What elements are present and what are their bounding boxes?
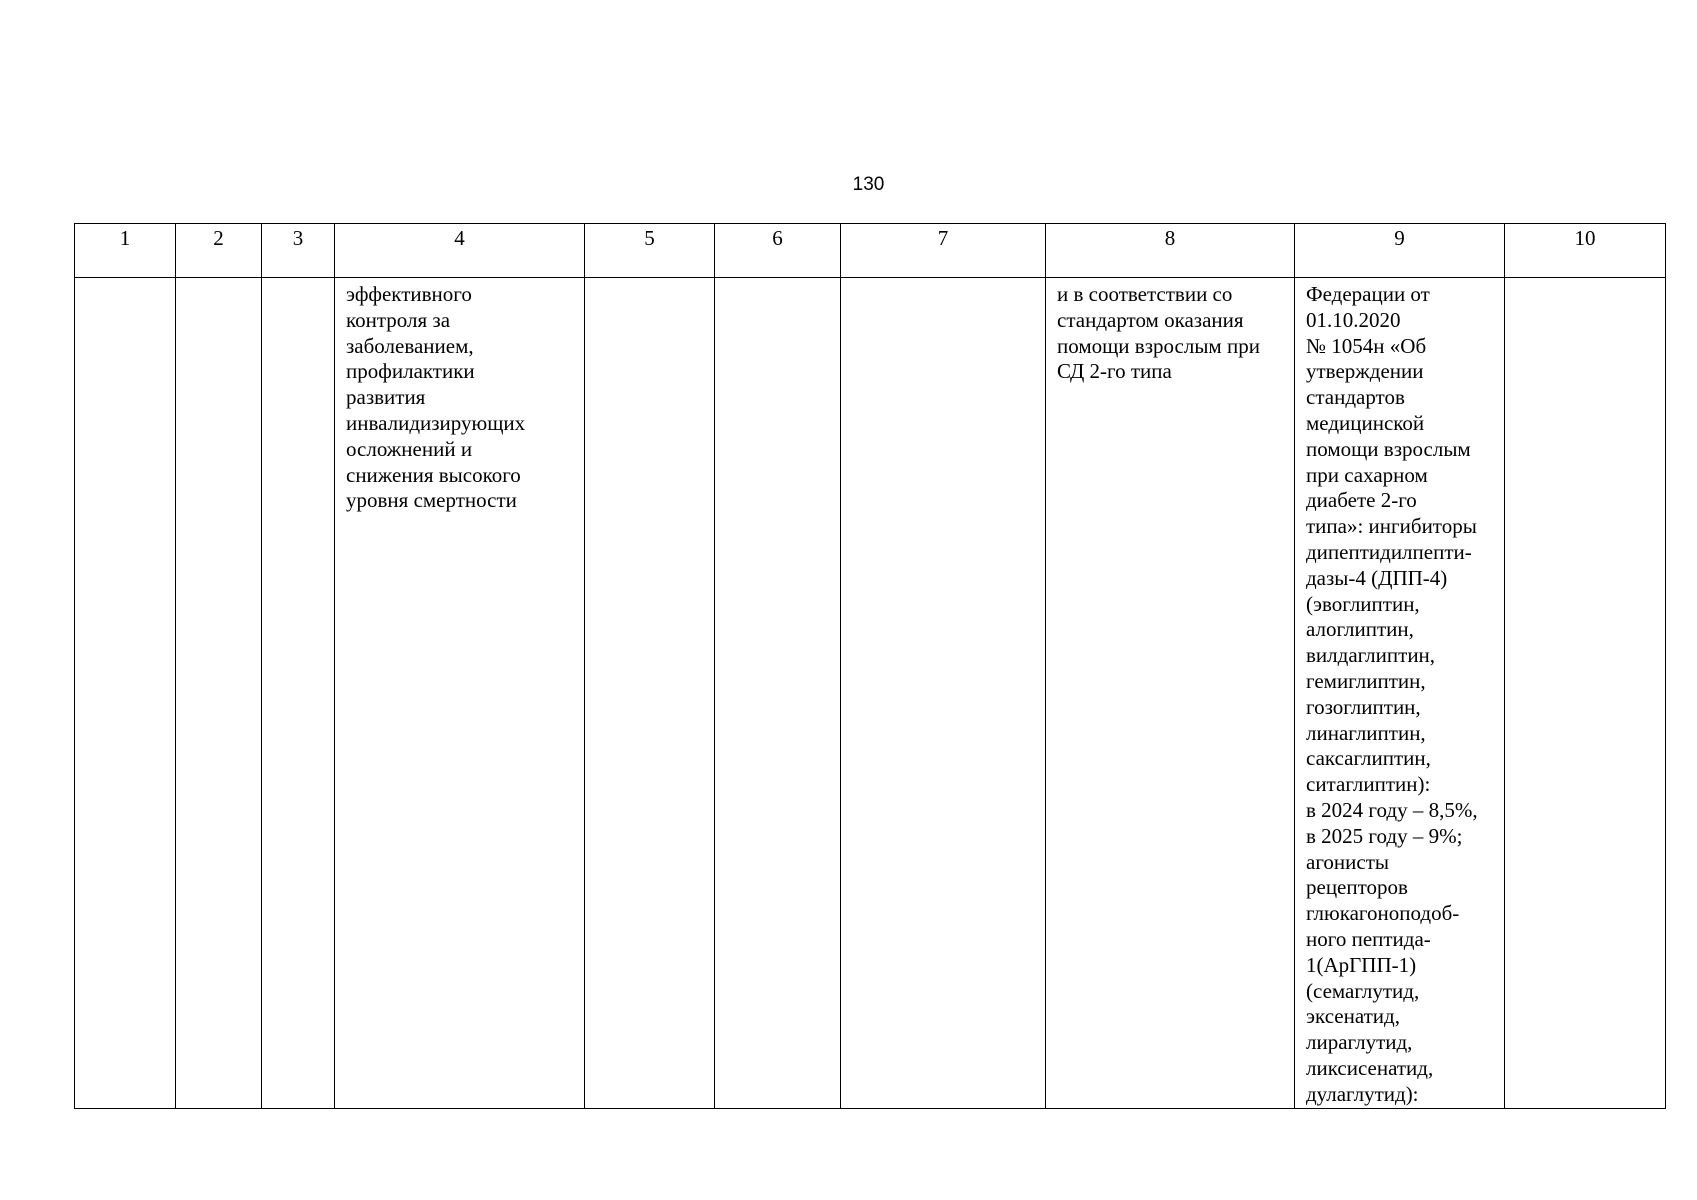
- column-header-7: 7: [841, 224, 1046, 278]
- cell-text-col7: [841, 278, 1045, 282]
- column-header-9: 9: [1295, 224, 1505, 278]
- table-row: [75, 278, 1666, 1109]
- cell-text-col2: [176, 278, 261, 282]
- cell-text-col5: [585, 278, 714, 282]
- page-number: 130: [852, 174, 885, 195]
- cell-text-col8: и в соответствии со стандартом оказания помощи взрослым при СД 2-го типа: [1057, 282, 1260, 384]
- cell-text-col10: [1505, 278, 1665, 282]
- cell-text-col9: Федерации от 01.10.2020 № 1054н «Об утверждении стандартов медицинской помощи взрослым при сахарном диабете 2-го типа»: ингибиторы дипептидилпепти- дазы-4 (ДПП-4) (эвоглиптин, алоглиптин, вилдаглиптин, гемиглиптин, гозоглиптин, линаглиптин, саксаглиптин, ситаглиптин): в 2024 году – 8,5%, в 2025 году – 9%; агонисты рецепторов глюкагоноподоб- ного пептида- 1(АрГПП-1) (семаглутид, эксенатид, лираглутид, ликсисенатид, дулаглутид):: [1306, 282, 1478, 1106]
- table-cell-col10: [1505, 278, 1666, 1109]
- table-cell-col4: [335, 278, 585, 1109]
- column-header-5: 5: [585, 224, 715, 278]
- column-header-6: 6: [715, 224, 841, 278]
- table-cell-col1: [75, 278, 176, 1109]
- table-cell-col7: [841, 278, 1046, 1109]
- cell-text-col4: эффективного контроля за заболеванием, профилактики развития инвалидизирующих осложнений и снижения высокого уровня смертности: [346, 282, 526, 513]
- column-header-10: 10: [1505, 224, 1666, 278]
- table-cell-col9: [1295, 278, 1505, 1109]
- cell-text-col1: [75, 278, 175, 282]
- table-cell-col6: [715, 278, 841, 1109]
- column-header-4: 4: [335, 224, 585, 278]
- column-header-1: 1: [75, 224, 176, 278]
- table-header-row: [75, 224, 1666, 278]
- table-cell-col2: [176, 278, 262, 1109]
- column-header-3: 3: [262, 224, 335, 278]
- column-header-2: 2: [176, 224, 262, 278]
- table-cell-col3: [262, 278, 335, 1109]
- cell-text-col6: [715, 278, 840, 282]
- cell-text-col3: [262, 278, 334, 282]
- column-header-8: 8: [1046, 224, 1295, 278]
- table-cell-col5: [585, 278, 715, 1109]
- document-table: [74, 223, 1666, 1109]
- table-cell-col8: [1046, 278, 1295, 1109]
